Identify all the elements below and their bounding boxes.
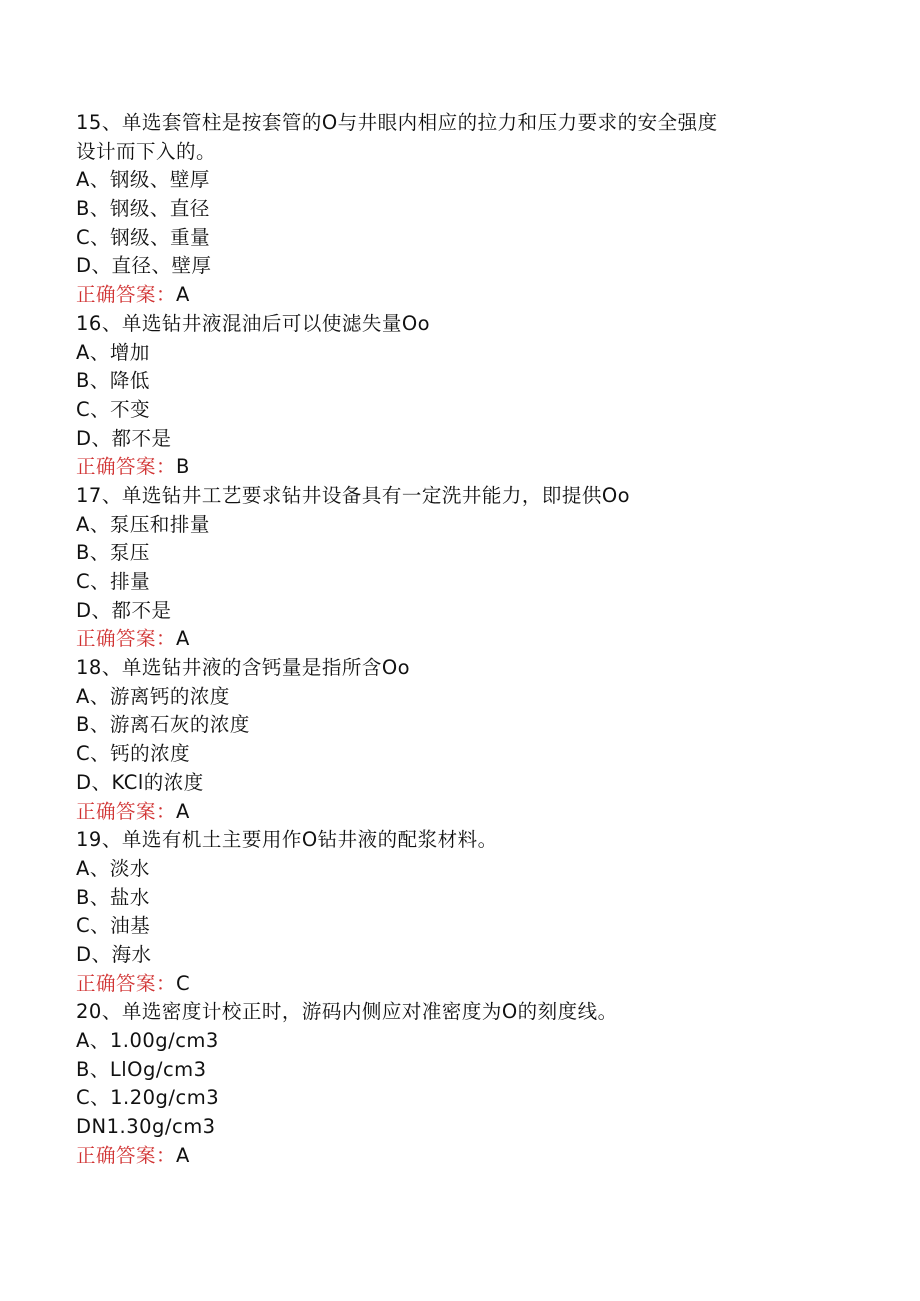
option-d: D、KCl的浓度 <box>76 770 204 794</box>
answer-label: 正确答案： <box>76 627 177 651</box>
question-18 <box>76 654 836 826</box>
question-stem: 19、单选有机土主要用作O钻井液的配浆材料。 <box>76 828 498 852</box>
correct-answer <box>76 798 836 827</box>
option-b: B、盐水 <box>76 885 150 909</box>
option-a: A、游离钙的浓度 <box>76 684 230 708</box>
option-d: D、都不是 <box>76 426 172 450</box>
option-c: C、钢级、重量 <box>76 225 211 249</box>
question-stem-continued: 设计而下入的。 <box>76 139 217 163</box>
correct-answer <box>76 625 836 654</box>
question-stem: 15、单选套管柱是按套管的O与井眼内相应的拉力和压力要求的安全强度 <box>76 111 718 134</box>
answer-value: C <box>176 971 191 995</box>
option-b: B、泵压 <box>76 541 150 565</box>
correct-answer <box>76 453 836 482</box>
option-a: A、泵压和排量 <box>76 512 210 536</box>
correct-answer <box>76 281 836 310</box>
question-stem: 20、单选密度计校正时，游码内侧应对准密度为O的刻度线。 <box>76 1000 618 1024</box>
answer-value: A <box>176 627 190 651</box>
answer-label: 正确答案： <box>76 971 177 995</box>
answer-label: 正确答案： <box>76 1143 177 1167</box>
option-a: A、1.00g/cm3 <box>76 1029 219 1052</box>
option-c: C、不变 <box>76 397 151 421</box>
answer-value: B <box>176 455 190 479</box>
question-19 <box>76 826 836 998</box>
question-16 <box>76 310 836 482</box>
option-a: A、钢级、壁厚 <box>76 168 210 192</box>
option-d: DN1.30g/cm3 <box>76 1115 216 1139</box>
correct-answer <box>76 1142 836 1171</box>
option-b: B、钢级、直径 <box>76 197 210 221</box>
question-stem: 17、单选钻井工艺要求钻井设备具有一定洗井能力，即提供Oo <box>76 483 631 507</box>
answer-label: 正确答案： <box>76 455 177 479</box>
option-b: B、LlOg/cm3 <box>76 1057 207 1081</box>
question-15 <box>76 109 836 310</box>
answer-value: A <box>176 1143 190 1167</box>
question-list <box>76 109 836 1170</box>
option-c: C、钙的浓度 <box>76 742 191 766</box>
correct-answer <box>76 970 836 999</box>
answer-value: A <box>176 799 190 823</box>
question-17 <box>76 482 836 654</box>
option-a: A、淡水 <box>76 856 150 880</box>
question-20 <box>76 998 836 1170</box>
question-stem: 18、单选钻井液的含钙量是指所含Oo <box>76 656 411 680</box>
answer-label: 正确答案： <box>76 283 177 307</box>
question-stem: 16、单选钻井液混油后可以使滤失量Oo <box>76 311 431 335</box>
option-d: D、海水 <box>76 942 152 966</box>
option-d: D、直径、壁厚 <box>76 254 212 278</box>
answer-value: A <box>176 283 190 307</box>
option-b: B、降低 <box>76 369 150 393</box>
option-b: B、游离石灰的浓度 <box>76 713 250 737</box>
option-c: C、油基 <box>76 914 151 938</box>
option-c: C、排量 <box>76 570 151 593</box>
option-d: D、都不是 <box>76 598 172 622</box>
option-c: C、1.20g/cm3 <box>76 1086 220 1110</box>
option-a: A、增加 <box>76 340 150 364</box>
answer-label: 正确答案： <box>76 799 177 823</box>
